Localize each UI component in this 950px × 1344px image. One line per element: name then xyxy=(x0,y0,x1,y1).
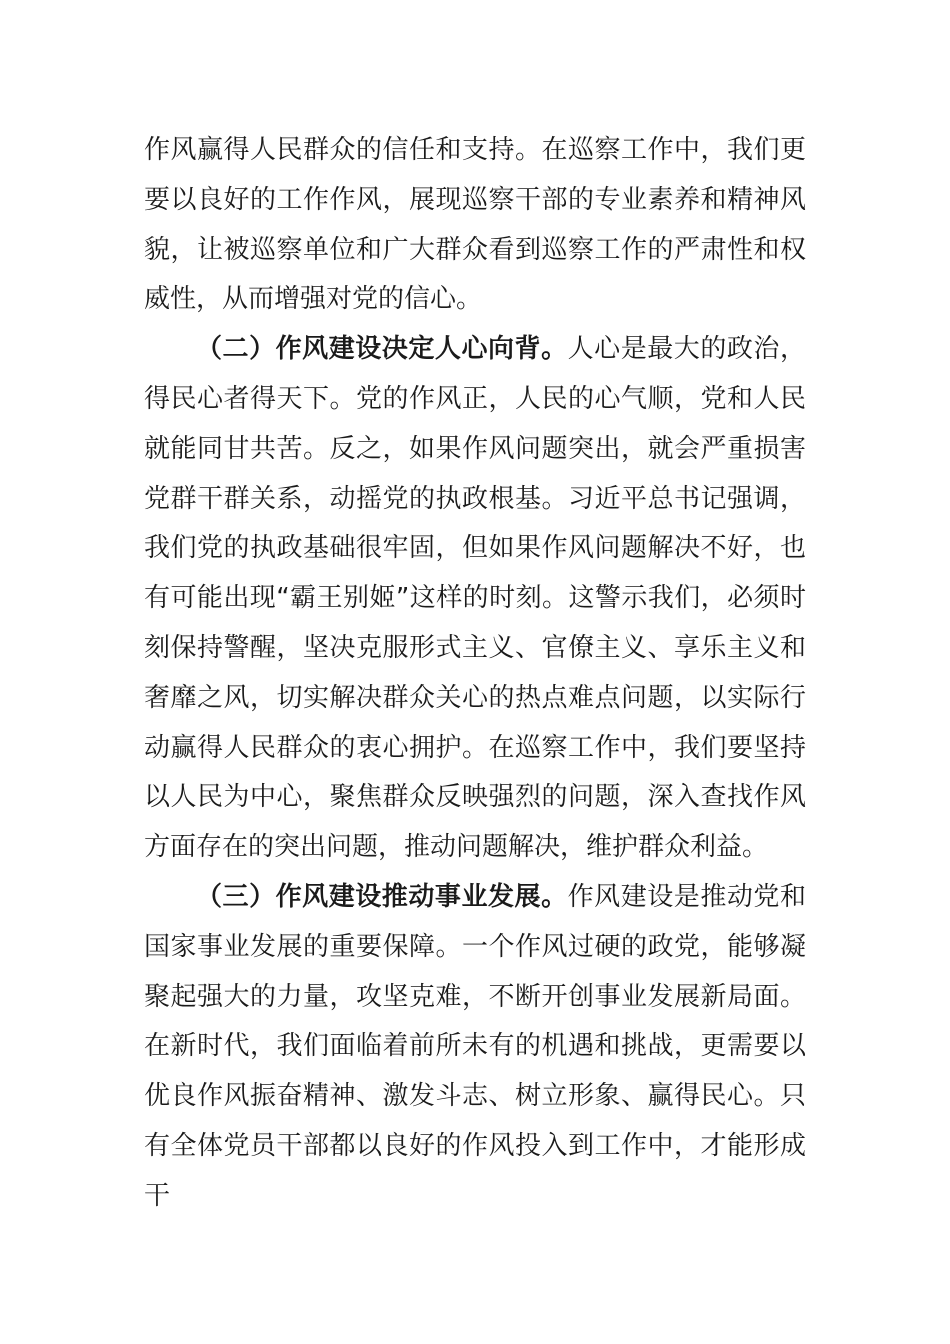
paragraph-text: 作风建设是推动党和国家事业发展的重要保障。一个作风过硬的政党，能够凝聚起强大的力量，攻坚克难，不断开创事业发展新局面。在新时代，我们面临着前所未有的机遇和挑战，更需要以优良作风振奋精神、激发斗志、树立形象、赢得民心。只有全体党员干部都以良好的作风投入到工作中，才能形成干 xyxy=(144,881,806,1211)
section-heading: （二）作风建设决定人心向背。 xyxy=(196,334,568,365)
paragraph-section-two xyxy=(144,325,806,873)
paragraph-text: 人心是最大的政治，得民心者得天下。党的作风正，人民的心气顺，党和人民就能同甘共苦。反之，如果作风问题突出，就会严重损害党群干群关系，动摇党的执政根基。习近平总书记强调，我们党的执政基础很牢固，但如果作风问题解决不好，也有可能出现“霸王别姬”这样的时刻。这警示我们，必须时刻保持警醒，坚决克服形式主义、官僚主义、享乐主义和奢靡之风，切实解决群众关心的热点难点问题，以实际行动赢得人民群众的衷心拥护。在巡察工作中，我们要坚持以人民为中心，聚焦群众反映强烈的问题，深入查找作风方面存在的突出问题，推动问题解决，维护群众利益。 xyxy=(144,334,806,863)
section-heading: （三）作风建设推动事业发展。 xyxy=(196,881,568,912)
paragraph-text: 作风赢得人民群众的信任和支持。在巡察工作中，我们更要以良好的工作作风，展现巡察干部的专业素养和精神风貌，让被巡察单位和广大群众看到巡察工作的严肃性和权威性，从而增强对党的信心。 xyxy=(144,135,806,315)
document-page xyxy=(144,126,806,1222)
paragraph-continuation xyxy=(144,126,806,325)
paragraph-section-three xyxy=(144,873,806,1222)
